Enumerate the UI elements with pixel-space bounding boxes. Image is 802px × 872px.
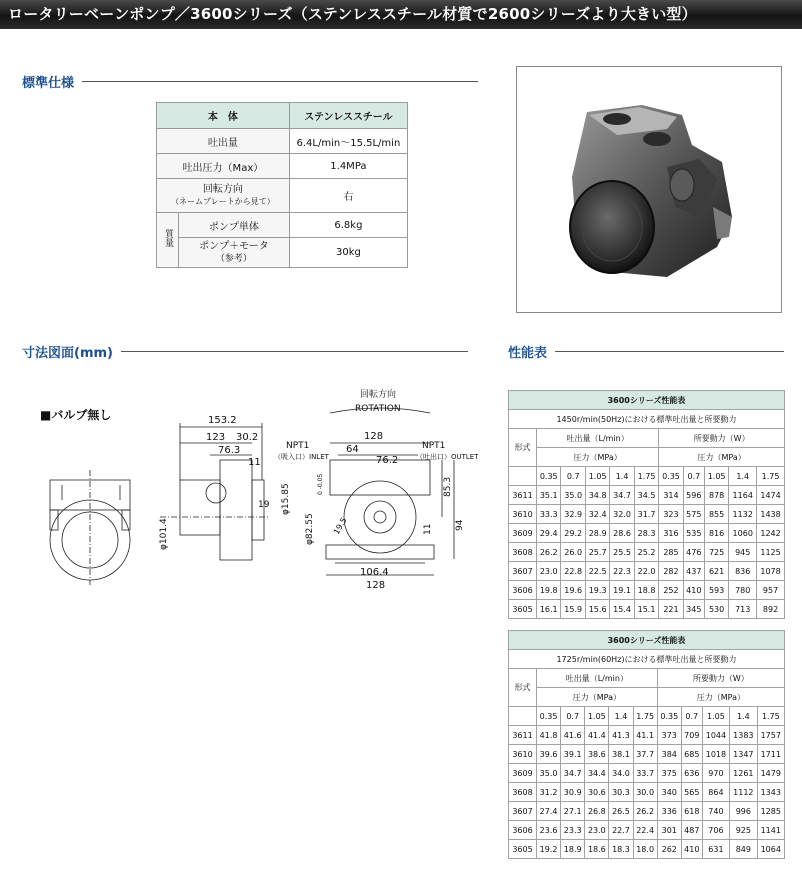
perf-flow-value: 31.7 [634,505,658,524]
dim-19-5: 19.5 [331,516,349,536]
perf-power-value: 725 [704,543,728,562]
perf-model-header: 形式 [509,429,537,467]
perf-power-value: 345 [683,600,704,619]
perf-flow-value: 19.6 [561,581,585,600]
perf-flow-value: 15.4 [610,600,634,619]
perf-power-value: 855 [704,505,728,524]
perf-power-value: 706 [702,821,729,840]
spec-section-title: 標準仕様 [22,76,75,91]
perf-flow-value: 18.3 [609,840,633,859]
section-rule [82,81,478,82]
perf-flow-value: 39.1 [561,745,585,764]
perf-row [509,600,785,619]
perf-condition: 1725r/min(60Hz)における標準吐出量と所要動力 [509,650,785,669]
dim-19: 19 [258,500,270,510]
perf-pressure-header: 圧力（MPa） [657,688,784,707]
perf-power-value: 301 [657,821,681,840]
perf-pressure-value: 0.7 [681,707,702,726]
perf-pressure-value: 0.7 [561,467,585,486]
page-banner: ロータリーベーンポンプ／3600シリーズ（ステンレススチール材質で2600シリーズより大きい型） [0,0,802,29]
spec-row [157,213,408,238]
perf-pressure-value: 0.35 [659,467,683,486]
perf-power-value: 685 [681,745,702,764]
perf-flow-value: 28.9 [585,524,609,543]
perf-flow-value: 19.3 [585,581,609,600]
dim-76-2: 76.2 [376,455,399,466]
perf-flow-value: 35.0 [537,764,561,783]
perf-power-value: 1757 [757,726,784,745]
perf-pressure-value: 0.7 [683,467,704,486]
perf-flow-value: 38.6 [585,745,609,764]
perf-row [509,486,785,505]
perf-pressure-row [509,467,785,486]
dim-128-top: 128 [364,431,384,442]
perf-pressure-value: 1.75 [757,707,784,726]
perf-power-value: 1711 [757,745,784,764]
perf-power-value: 631 [702,840,729,859]
perf-power-value: 565 [681,783,702,802]
spec-header-material: ステンレススチール [289,103,407,129]
perf-pressure-value: 1.75 [633,707,657,726]
perf-flow-value: 25.7 [585,543,609,562]
dim-94: 94 [455,519,465,531]
drawing-outline [252,480,264,540]
perf-flow-value: 26.5 [609,802,633,821]
dim-section-heading [22,342,468,361]
perf-power-value: 740 [702,802,729,821]
perf-flow-value: 18.0 [633,840,657,859]
drawing-outline [344,481,416,553]
dim-123: 123 [206,432,226,443]
perf-flow-value: 35.1 [537,486,561,505]
spec-value: 6.4L/min～15.5L/min [289,129,407,154]
perf-power-value: 996 [730,802,757,821]
drawing-outline [50,510,58,530]
perf-row [509,581,785,600]
perf-flow-value: 28.6 [610,524,634,543]
perf-row [509,802,785,821]
perf-flow-value: 27.1 [561,802,585,821]
perf-pressure-row [509,707,785,726]
perf-power-value: 535 [683,524,704,543]
perf-model: 3607 [509,562,537,581]
rotation-en-label: ROTATION [355,404,401,414]
spec-header-body: 本 体 [157,103,290,129]
perf-power-value: 575 [683,505,704,524]
perf-flow-value: 41.4 [585,726,609,745]
perf-power-value: 282 [659,562,683,581]
spec-label [179,238,290,268]
perf-power-value: 262 [657,840,681,859]
perf-flow-value: 34.8 [585,486,609,505]
perf-power-value: 892 [757,600,785,619]
perf-power-value: 1343 [757,783,784,802]
perf-pressure-header: 圧力（MPa） [537,448,659,467]
perf-power-value: 1141 [757,821,784,840]
perf-power-value: 375 [657,764,681,783]
perf-power-value: 636 [681,764,702,783]
dim-section-title: 寸法図面(mm) [22,346,113,361]
perf-pressure-value: 1.75 [757,467,785,486]
section-rule [555,351,784,352]
perf-model-header: 形式 [509,669,537,707]
perf-power-value: 1125 [757,543,785,562]
perf-flow-value: 18.8 [634,581,658,600]
perf-pressure-value: 1.75 [634,467,658,486]
perf-power-value: 713 [729,600,757,619]
perf-model: 3608 [509,783,537,802]
perf-flow-value: 26.0 [561,543,585,562]
drawing-outline [374,511,386,523]
perf-power-header: 所要動力（W） [659,429,785,448]
perf-power-value: 1261 [730,764,757,783]
dim-tolerance: 0 -0.05 [317,473,324,495]
perf-power-value: 816 [704,524,728,543]
dim-85-3: 85.3 [443,476,453,497]
mass-label [157,213,179,268]
perf-flow-header: 吐出量（L/min） [537,669,658,688]
perf-power-value: 1479 [757,764,784,783]
perf-flow-value: 29.2 [561,524,585,543]
perf-flow-value: 35.0 [561,486,585,505]
perf-power-value: 1347 [730,745,757,764]
perf-flow-value: 30.3 [609,783,633,802]
perf-row [509,505,785,524]
perf-flow-value: 34.4 [585,764,609,783]
drawing-outline [220,460,252,560]
dim-101-4: φ101.4 [159,518,169,550]
dim-106-4: 106.4 [360,567,389,578]
perf-flow-value: 19.2 [537,840,561,859]
perf-power-value: 336 [657,802,681,821]
spec-section-heading [22,72,478,91]
perf-blank-cell [509,467,537,486]
perf-flow-value: 15.6 [585,600,609,619]
perf-flow-value: 23.0 [537,562,561,581]
spec-label-main: 回転方向 [202,183,243,195]
perf-flow-value: 37.7 [633,745,657,764]
perf-flow-value: 33.7 [633,764,657,783]
perf-power-value: 487 [681,821,702,840]
dim-128-bottom: 128 [366,580,386,591]
perf-flow-value: 41.8 [537,726,561,745]
spec-label-sub: （参考） [215,253,252,264]
perf-flow-value: 22.4 [633,821,657,840]
perf-model: 3611 [509,726,537,745]
spec-value: 30kg [289,238,407,268]
perf-row [509,726,785,745]
perf-flow-value: 23.3 [561,821,585,840]
perf-section-title: 性能表 [508,346,548,361]
perf-power-value: 1285 [757,802,784,821]
perf-model: 3607 [509,802,537,821]
perf-pressure-header: 圧力（MPa） [659,448,785,467]
perf-body [509,467,785,619]
dimension-drawing [30,385,480,595]
perf-flow-value: 34.7 [610,486,634,505]
perf-power-value: 1078 [757,562,785,581]
spec-label: 吐出圧力（Max） [157,154,290,179]
drawing-outline [364,501,396,533]
perf-flow-value: 26.8 [585,802,609,821]
perf-flow-value: 15.1 [634,600,658,619]
perf-flow-value: 34.5 [634,486,658,505]
drawing-outline [326,545,434,559]
perf-flow-value: 23.0 [585,821,609,840]
perf-flow-value: 32.0 [610,505,634,524]
perf-flow-value: 28.3 [634,524,658,543]
spec-label-sub: （ネームプレートから見て） [171,196,275,206]
perf-power-header: 所要動力（W） [657,669,784,688]
npt-inlet: NPT1 [286,441,310,451]
perf-row [509,783,785,802]
perf-power-value: 836 [729,562,757,581]
perf-power-value: 384 [657,745,681,764]
perf-power-value: 221 [659,600,683,619]
perf-power-value: 864 [702,783,729,802]
perf-flow-value: 26.2 [537,543,561,562]
perf-power-value: 878 [704,486,728,505]
perf-power-value: 593 [704,581,728,600]
perf-flow-value: 22.8 [561,562,585,581]
perf-power-value: 1438 [757,505,785,524]
perf-power-value: 530 [704,600,728,619]
perf-flow-value: 33.3 [537,505,561,524]
perf-blank-cell [509,707,537,726]
dim-82-55: φ82.55 [305,513,315,545]
perf-pressure-value: 0.7 [561,707,585,726]
spec-value: 1.4MPa [289,154,407,179]
dim-64: 64 [346,444,359,455]
perf-flow-value: 16.1 [537,600,561,619]
perf-table-50hz [508,390,785,619]
spec-row [157,238,408,268]
perf-model: 3606 [509,821,537,840]
perf-model: 3605 [509,840,537,859]
perf-flow-value: 22.5 [585,562,609,581]
perf-flow-value: 34.7 [561,764,585,783]
perf-flow-value: 25.2 [634,543,658,562]
dim-15-85: φ15.85 [281,483,291,515]
perf-condition: 1450r/min(50Hz)における標準吐出量と所要動力 [509,410,785,429]
perf-power-value: 340 [657,783,681,802]
perf-power-value: 970 [702,764,729,783]
perf-power-value: 1060 [729,524,757,543]
perf-power-value: 945 [729,543,757,562]
perf-flow-value: 15.9 [561,600,585,619]
perf-power-value: 1383 [730,726,757,745]
perf-flow-value: 39.6 [537,745,561,764]
perf-power-value: 709 [681,726,702,745]
spec-row [157,179,408,213]
drawing-outline [180,480,220,535]
perf-flow-value: 41.1 [633,726,657,745]
perf-row [509,764,785,783]
perf-pressure-value: 0.35 [537,467,561,486]
perf-flow-value: 19.8 [537,581,561,600]
perf-row [509,840,785,859]
spec-table [156,102,408,268]
perf-flow-value: 18.9 [561,840,585,859]
perf-power-value: 957 [757,581,785,600]
dim-153: 153.2 [208,415,237,426]
mass-label-text: 質量 [163,229,173,247]
perf-pressure-value: 1.4 [730,707,757,726]
spec-row [157,129,408,154]
perf-power-value: 618 [681,802,702,821]
outlet-label: （吐出口）OUTLET [416,453,479,461]
perf-power-value: 780 [729,581,757,600]
perf-flow-value: 27.4 [537,802,561,821]
perf-pressure-header: 圧力（MPa） [537,688,658,707]
perf-pressure-value: 1.05 [702,707,729,726]
perf-table-60hz [508,630,785,859]
valve-label: ■バルブ無し [40,408,112,422]
perf-flow-value: 23.6 [537,821,561,840]
perf-model: 3605 [509,600,537,619]
perf-flow-value: 18.6 [585,840,609,859]
spec-row [157,154,408,179]
perf-flow-value: 30.0 [633,783,657,802]
perf-power-value: 437 [683,562,704,581]
perf-flow-value: 22.7 [609,821,633,840]
npt-outlet: NPT1 [422,441,446,451]
perf-flow-value: 19.1 [610,581,634,600]
perf-power-value: 285 [659,543,683,562]
spec-label-main: ポンプ＋モータ [199,240,269,252]
perf-flow-value: 38.1 [609,745,633,764]
perf-flow-value: 32.4 [585,505,609,524]
perf-power-value: 621 [704,562,728,581]
perf-pressure-value: 1.4 [610,467,634,486]
spec-label: 吐出量 [157,129,290,154]
perf-model: 3611 [509,486,537,505]
perf-power-value: 373 [657,726,681,745]
spec-value: 6.8kg [289,213,407,238]
perf-power-value: 1474 [757,486,785,505]
perf-power-value: 1018 [702,745,729,764]
spec-value: 右 [289,179,407,213]
dim-76-3: 76.3 [218,445,241,456]
dim-11a: 11 [248,457,261,468]
perf-flow-value: 31.2 [537,783,561,802]
perf-flow-value: 26.2 [633,802,657,821]
perf-power-value: 1132 [729,505,757,524]
perf-flow-value: 41.6 [561,726,585,745]
perf-power-value: 849 [730,840,757,859]
perf-flow-value: 30.9 [561,783,585,802]
perf-power-value: 252 [659,581,683,600]
perf-pressure-value: 1.05 [585,707,609,726]
perf-pressure-value: 1.05 [585,467,609,486]
perf-power-value: 314 [659,486,683,505]
perf-model: 3608 [509,543,537,562]
perf-flow-value: 25.5 [610,543,634,562]
perf-power-value: 410 [681,840,702,859]
perf-model: 3610 [509,745,537,764]
perf-row [509,543,785,562]
perf-power-value: 925 [730,821,757,840]
perf-flow-value: 41.3 [609,726,633,745]
perf-flow-value: 30.6 [585,783,609,802]
rotation-jp-label: 回転方向 [360,390,397,400]
perf-power-value: 410 [683,581,704,600]
perf-flow-value: 22.0 [634,562,658,581]
dim-11b: 11 [423,523,433,535]
perf-pressure-value: 1.4 [729,467,757,486]
perf-row [509,524,785,543]
pump-image [517,67,782,313]
perf-row [509,821,785,840]
pump-photo [516,66,782,313]
spec-label: ポンプ単体 [179,213,290,238]
perf-flow-value: 29.4 [537,524,561,543]
perf-row [509,745,785,764]
perf-pressure-value: 0.35 [537,707,561,726]
perf-power-value: 476 [683,543,704,562]
perf-section-heading [508,342,784,361]
perf-flow-value: 34.0 [609,764,633,783]
perf-model: 3609 [509,524,537,543]
perf-pressure-value: 1.05 [704,467,728,486]
dim-30-2: 30.2 [236,432,259,443]
drawing-outline [122,510,130,530]
perf-pressure-value: 1.4 [609,707,633,726]
perf-power-value: 1112 [730,783,757,802]
perf-power-value: 316 [659,524,683,543]
perf-power-value: 1044 [702,726,729,745]
perf-power-value: 323 [659,505,683,524]
perf-model: 3609 [509,764,537,783]
perf-flow-header: 吐出量（L/min） [537,429,659,448]
perf-body [509,707,785,859]
perf-title: 3600シリーズ性能表 [509,391,785,410]
perf-flow-value: 32.9 [561,505,585,524]
drawing-outline [206,483,226,503]
perf-pressure-value: 0.35 [657,707,681,726]
perf-model: 3610 [509,505,537,524]
section-rule [121,351,468,352]
perf-title: 3600シリーズ性能表 [509,631,785,650]
perf-power-value: 596 [683,486,704,505]
perf-power-value: 1064 [757,840,784,859]
perf-model: 3606 [509,581,537,600]
perf-power-value: 1164 [729,486,757,505]
perf-flow-value: 22.3 [610,562,634,581]
spec-label [157,179,290,213]
perf-power-value: 1242 [757,524,785,543]
inlet-label: （吸入口）INLET [274,453,329,461]
perf-row [509,562,785,581]
